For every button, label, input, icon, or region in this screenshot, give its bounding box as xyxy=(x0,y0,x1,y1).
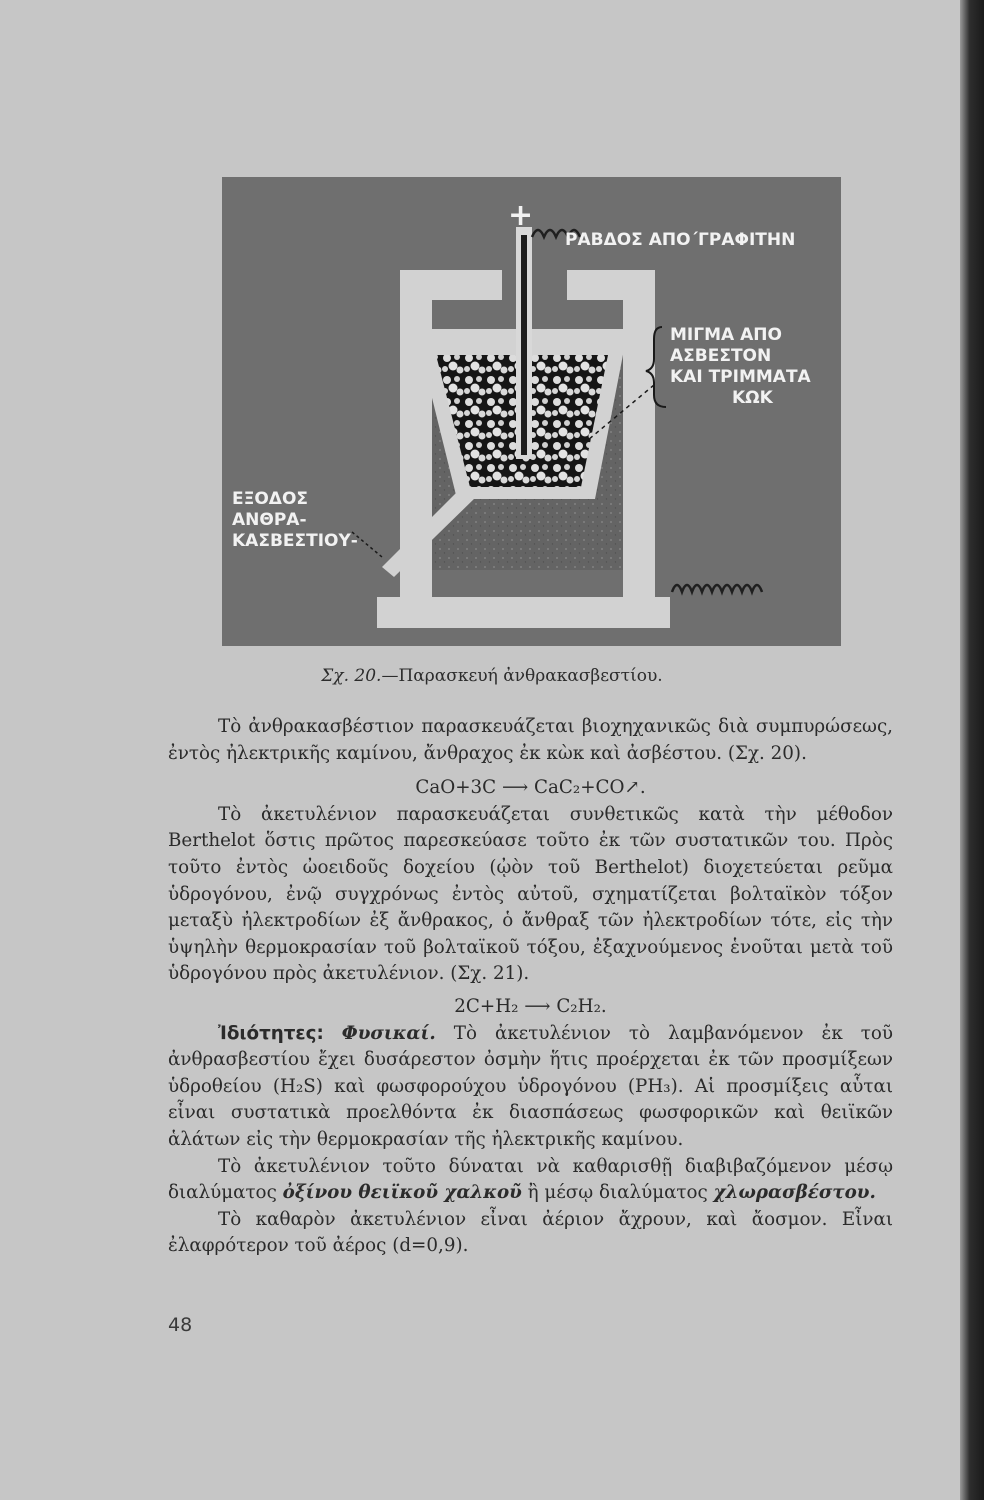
label-mixture-line-1: ΜΙΓΜΑ ΑΠΟ xyxy=(670,325,782,345)
purification-text-mid: ἢ μέσῳ διαλύματος xyxy=(527,1182,708,1204)
label-mixture-line-3: ΚΑΙ ΤΡΙΜΜΑΤΑ xyxy=(670,367,811,387)
caption-number: Σχ. 20. xyxy=(321,666,382,686)
equation-carbide: CaO+3C ⟶ CaC₂+CO↗. xyxy=(415,777,646,799)
caption-text: —Παρασκευή ἀνθρακασβεστίου. xyxy=(381,666,663,686)
wire-coil-bottom xyxy=(672,585,762,592)
paragraph-pure-acetylene: Τὸ καθαρὸν ἀκετυλένιον εἶναι ἀέριον ἄχρουν, καὶ ἄοσμον. Εἶναι ἐλαφρότερον τοῦ ἀέρος (d=0,9). xyxy=(168,1208,893,1257)
plus-sign: + xyxy=(508,198,534,233)
label-outlet-line-1: ΕΞΟΔΟΣ xyxy=(232,489,309,509)
purification-text-start: Τὸ ἀκετυλένιον τοῦτο δύναται νὰ καθαρισθῇ διαβιβαζόμενον μέσῳ διαλύματος xyxy=(168,1155,893,1204)
page-number: 48 xyxy=(168,1314,193,1336)
label-mixture-line-2: ΑΣΒΕΣΤΟΝ xyxy=(670,346,772,366)
physical-subheading: Φυσικαί. xyxy=(341,1022,436,1044)
equation-acetylene: 2C+H₂ ⟶ C₂H₂. xyxy=(454,995,607,1017)
label-graphite-rod: ΡΑΒΔΟΣ ΑΠΟ΄ΓΡΑΦΙΤΗΝ xyxy=(565,230,796,250)
label-outlet-line-2: ΑΝΘΡΑ- xyxy=(232,510,307,530)
figure-caption xyxy=(0,666,984,686)
paragraph-properties xyxy=(168,1021,893,1154)
body-text xyxy=(168,714,893,1260)
furnace-diagram xyxy=(222,177,841,646)
graphite-rod-core xyxy=(521,235,527,455)
paragraph-berthelot: Τὸ ἀκετυλένιον παρασκευάζεται συνθετικῶς κατὰ τὴν μέθοδον Berthelot ὅστις πρῶτος παρεσκεύασε τοῦτο ἐκ τῶν συστατικῶν του. Πρὸς τοῦτο ἐντὸς ὠοειδοῦς δοχείου (ᾠὸν τοῦ Berthelot) διοχετεύεται ρεῦμα ὑδρογόνου, ἐνῷ συγχρόνως ἐντὸς αὐτοῦ, σχηματίζεται βολταϊκὸν τόξον μεταξὺ ἠλεκτροδίων ἐξ ἄνθρακος, ὁ ἄνθραξ τῶν ἠλεκτροδίων τότε, εἰς τὴν ὑψηλὴν θερμοκρασίαν τοῦ βολταϊκοῦ τόξου, ἐξαχνούμενος ἑνοῦται μετὰ τοῦ ὑδρογόνου πρὸς ἀκετυλένιον. (Σχ. 21). xyxy=(168,803,893,985)
figure-electric-furnace xyxy=(222,177,841,646)
paragraph-carbide-production: Τὸ ἀνθρακασβέστιον παρασκευάζεται βιοχηχανικῶς διὰ συμπυρώσεως, ἐντὸς ἠλεκτρικῆς καμίνου, ἄνθραχος ἐκ κὼκ καὶ ἀσβέστου. (Σχ. 20). xyxy=(168,716,893,764)
label-mixture-line-4: ΚΩΚ xyxy=(732,388,773,408)
properties-text: Τὸ ἀκετυλένιον τὸ λαμβανόμενον ἐκ τοῦ ἀνθρασβεστίου ἔχει δυσάρεστον ὀσμὴν ἥτις προέρχεται ἐκ τῶν προσμίξεων ὑδροθείου (H₂S) καὶ φωσφορούχου ὑδρογόνου (PH₃). Αἱ προσμίξεις αὗται εἶναι συστατικὰ προελθόντα ἐκ διασπάσεως φωσφορικῶν καὶ θειϊκῶν ἁλάτων εἰς τὴν θερμοκρασίαν τῆς ἠλεκτρικῆς καμίνου. xyxy=(168,1022,894,1150)
paragraph-purification xyxy=(168,1154,893,1207)
properties-heading: Ἰδιότητες: xyxy=(218,1022,324,1044)
copper-sulfate-term: ὀξίνου θειϊκοῦ χαλκοῦ xyxy=(282,1182,522,1204)
page-edge-shadow xyxy=(960,0,984,1500)
chlorinated-lime-term: χλωρασβέστου. xyxy=(713,1182,876,1204)
label-outlet-line-3: ΚΑΣΒΕΣΤΙΟΥ- xyxy=(232,531,358,551)
